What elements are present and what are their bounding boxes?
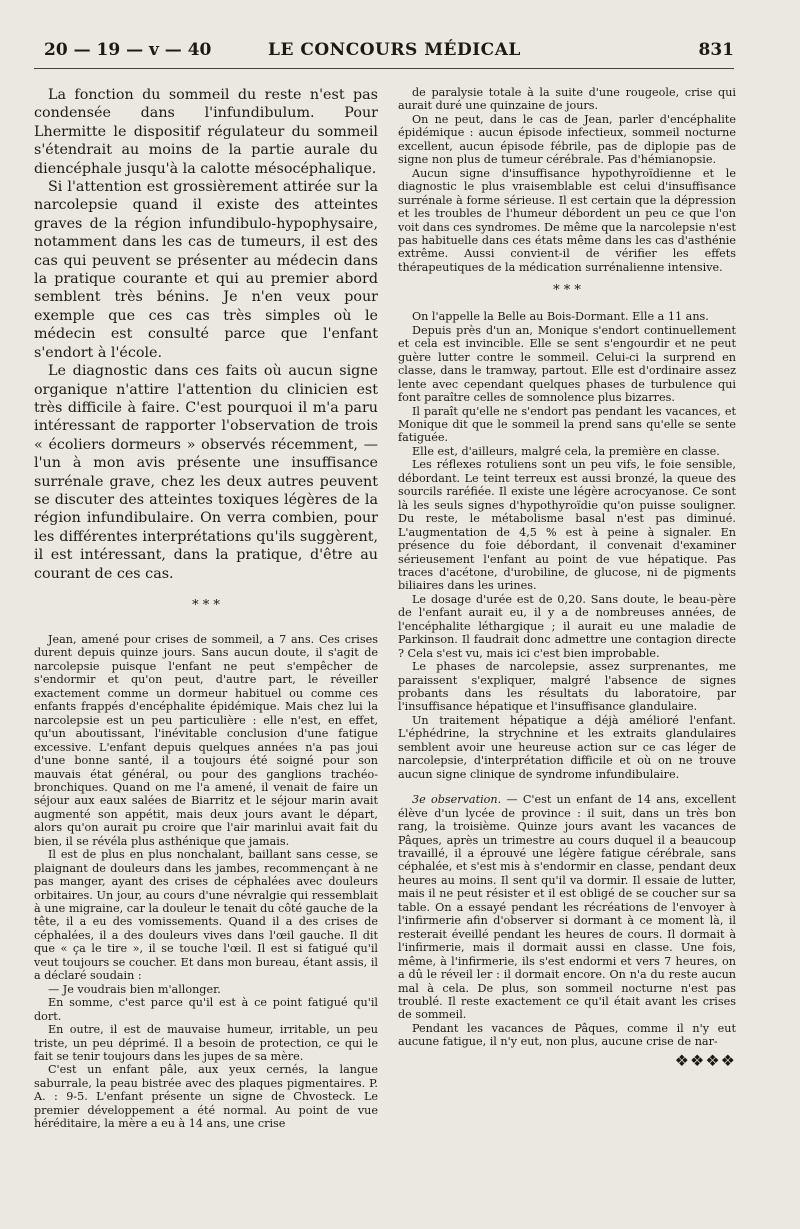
left-column [34, 86, 378, 1131]
paragraph: Le diagnostic dans ces faits où aucun signe organique n'attire l'attention du clinicien est très difficile à faire. C'est pourquoi il m'a paru intéressant de rapporter l'observation de trois « écoliers dormeurs » observés récemment, — l'un à mon avis présente une insuffisance surrénale grave, chez les deux autres peuvent se discuter des atteintes toxiques légères de la région infundibulaire. On verra combien, pour les différentes interprétations qu'ils suggèrent, il est intéressant, dans la pratique, d'être au courant de ces cas. [34, 363, 378, 582]
paragraph: Aucun signe d'insuffisance hypothyroïdienne et le diagnostic le plus vraisemblable est celui d'insuffisance surrénale à forme sérieuse. Il est certain que la dépression et les troubles de l'humeur débordent un peu ce que l'on voit dans ces syndromes. De même que la narcolepsie n'est pas habituelle dans ces états même dans les cas d'asthénie extrême. Aussi convient-il de vérifier les effets thérapeutiques de la médication surrénalienne intensive. [398, 166, 736, 274]
paragraph: Jean, amené pour crises de sommeil, a 7 ans. Ces crises durent depuis quinze jours. Sans aucun doute, il s'agit de narcolepsie puisque l'enfant ne peut s'empêcher de s'endormir et qu'on peut, d'autre part, le réveiller exactement comme un dormeur habituel ou comme ces enfants frappés d'encéphalite épidémique. Mais chez lui la narcolepsie est un peu particulière : elle n'est, en effet, qu'un aboutissant, l'inévitable conclusion d'une fatigue excessive. L'enfant depuis quelques années n'a pas joui d'une bonne santé, il a toujours été soigné pour son mauvais état général, ou pour des ganglions trachéo-bronchiques. Quand on me l'a amené, il venait de faire un séjour aux eaux salées de Biarritz et le séjour marin avait augmenté son appétit, mais deux jours avant le départ, alors qu'on aurait pu croire que l'air marinlui avait fait du bien, il se révéla plus asthénique que jamais. [34, 632, 378, 848]
paragraph: Un traitement hépatique a déjà amélioré l'enfant. L'éphédrine, la strychnine et les extraits glandulaires semblent avoir une heureuse action sur ce cas léger de narcolepsie, d'interprétation difficile et où on ne trouve aucun signe clinique de syndrome infundibulaire. [398, 713, 736, 781]
paragraph: On ne peut, dans le cas de Jean, parler d'encéphalite épidémique : aucun épisode infectieux, sommeil nocturne excellent, aucun épisode fébrile, pas de diplopie pas de signe non plus de tumeur cérébrale. Pas d'hémianopsie. [398, 112, 736, 167]
paragraph: Si l'attention est grossièrement attirée sur la narcolepsie quand il existe des atteintes graves de la région infundibulo-hypophysaire, notamment dans les cas de tumeurs, il est des cas qui peuvent se présenter au médecin dans la pratique courante et qui au premier abord semblent très bénins. Je n'en veux pour exemple que ces cas très simples où le médecin est consulté parce que l'enfant s'endort à l'école. [34, 179, 378, 361]
section-separator: * * * [553, 283, 581, 299]
paragraph: C'est un enfant pâle, aux yeux cernés, la langue saburrale, la peau bistrée avec des plaques pigmentaires. P. A. : 9-5. L'enfant présente un signe de Chvosteck. Le premier développement a été normal. Au point de vue héréditaire, la mère a eu à 14 ans, une crise [34, 1063, 378, 1131]
paragraph: Le phases de narcolepsie, assez surprenantes, me paraissent s'expliquer, malgré l'absence de signes probants dans les résultats du laboratoire, par l'insuffisance hépatique et l'insuffisance glandulaire. [398, 660, 736, 714]
observation-text: — C'est un enfant de 14 ans, excellent élève d'un lycée de province : il suit, dans un très bon rang, la troisième. Quinze jours avant les vacances de Pâques, après un trimestre au cours duquel il a beaucoup travaillé, il a éprouvé une légère fatigue cérébrale, sans céphalée, et s'est mis à s'endormir en classe, pendant deux heures au moins. Il sent qu'il va dormir. Il essaie de lutter, mais il ne peut résister et il est obligé de se coucher sur sa table. On a essayé pendant les récréations de l'envoyer à l'infirmerie afin d'observer si dormant à ce moment là, il resterait éveillé pendant les heures de cours. Il dormait à l'infirmerie, mais il dormait aussi en classe. Une fois, même, à l'infirmerie, ils s'est endormi et vers 7 heures, on a dû le réveil ler : il dormait encore. On n'a du reste aucun mal à cela. De plus, son sommeil nocturne n'est pas troublé. Il reste exactement ce qu'il était avant les crises de sommeil. [398, 793, 736, 1022]
journal-title: LE CONCOURS MÉDICAL [268, 40, 521, 60]
observation-label: 3e observation. [412, 793, 502, 807]
paragraph: La fonction du sommeil du reste n'est pas condensée dans l'infundibulum. Pour Lhermitte le dispositif régulateur du sommeil s'étendrait au moins de la partie aurale du diencéphale jusqu'à la calotte mésocéphalique. [34, 87, 378, 177]
paragraph: de paralysie totale à la suite d'une rougeole, crise qui aurait duré une quinzaine de jours. [398, 86, 736, 113]
paragraph: En somme, c'est parce qu'il est à ce point fatigué qu'il dort. [34, 996, 378, 1023]
section-separator: * * * [192, 597, 220, 613]
paragraph: On l'appelle la Belle au Bois-Dormant. Elle a 11 ans. [412, 310, 709, 324]
header-rule [34, 68, 734, 69]
fleuron-ornament: ❖❖❖❖ [674, 1050, 736, 1070]
paragraph: Pendant les vacances de Pâques, comme il n'y eut aucune fatigue, il n'y eut, non plus, aucune crise de nar- [398, 1021, 736, 1049]
issue-number: 20 — 19 — v — 40 [44, 40, 212, 60]
observation-3-paragraph [398, 793, 736, 1022]
paragraph: En outre, il est de mauvaise humeur, irritable, un peu triste, un peu déprimé. Il a besoin de protection, ce qui le fait se tenir toujours dans les jupes de sa mère. [34, 1023, 378, 1064]
intro-text [34, 86, 378, 583]
paragraph: Elle est, d'ailleurs, malgré cela, la première en classe. [412, 444, 720, 458]
paragraph: Depuis près d'un an, Monique s'endort continuellement et cela est invincible. Elle se sent s'engourdir et ne peut guère lutter contre le sommeil. Celui-ci la surprend en classe, dans le tramway, partout. Elle est d'ordinaire assez lente avec cependant quelques phases de turbulence qui font paraître celles de somnolence plus bizarres. [398, 323, 736, 405]
page-number: 831 [698, 40, 734, 60]
observation-1 [34, 633, 378, 1131]
paragraph: Il paraît qu'elle ne s'endort pas pendant les vacances, et Monique dit que le sommeil la prend sans qu'elle se sente fatiguée. [398, 404, 736, 445]
running-header [34, 40, 734, 66]
paragraph: Les réflexes rotuliens sont un peu vifs, le foie sensible, débordant. Le teint terreux est aussi bronzé, la queue des sourcils raréfiée. Il existe une légère acrocyanose. Ce sont là les seuls signes d'hypothyroïdie qu'on puisse souligner. Du reste, le métabolisme basal n'est pas diminué. L'augmentation de 4,5 % est à peine à signaler. En présence du foie débordant, il convenait d'examiner sérieusement l'enfant au point de vue hépatique. Pas traces d'acétone, d'urobiline, de glucose, ni de pigments biliaires dans les urines. [398, 458, 736, 593]
paragraph: — Je voudrais bien m'allonger. [48, 982, 221, 996]
paragraph: Le dosage d'urée est de 0,20. Sans doute, le beau-père de l'enfant aurait eu, il y a de nombreuses années, de l'encéphalite léthargique ; il aurait eu une maladie de Parkinson. Il faudrait donc admettre une contagion directe ? Cela s'est vu, mais ici c'est bien improbable. [398, 592, 736, 660]
paragraph: Il est de plus en plus nonchalant, baillant sans cesse, se plaignant de douleurs dans les jambes, recommençant à ne pas manger, ayant des crises de céphalées avec douleurs orbitaires. Un jour, au cours d'une névralgie qui ressemblait à une migraine, car la douleur le tenait du côté gauche de la tête, il a eu des vomissements. Quand il a des crises de céphalées, il a des douleurs vives dans l'œil gauche. Il dit que « ça le tire », il se touche l'œil. Il est si fatigué qu'il veut toujours se coucher. Et dans mon bureau, étant assis, il a déclaré soudain : [34, 848, 378, 983]
right-column [398, 86, 736, 1070]
